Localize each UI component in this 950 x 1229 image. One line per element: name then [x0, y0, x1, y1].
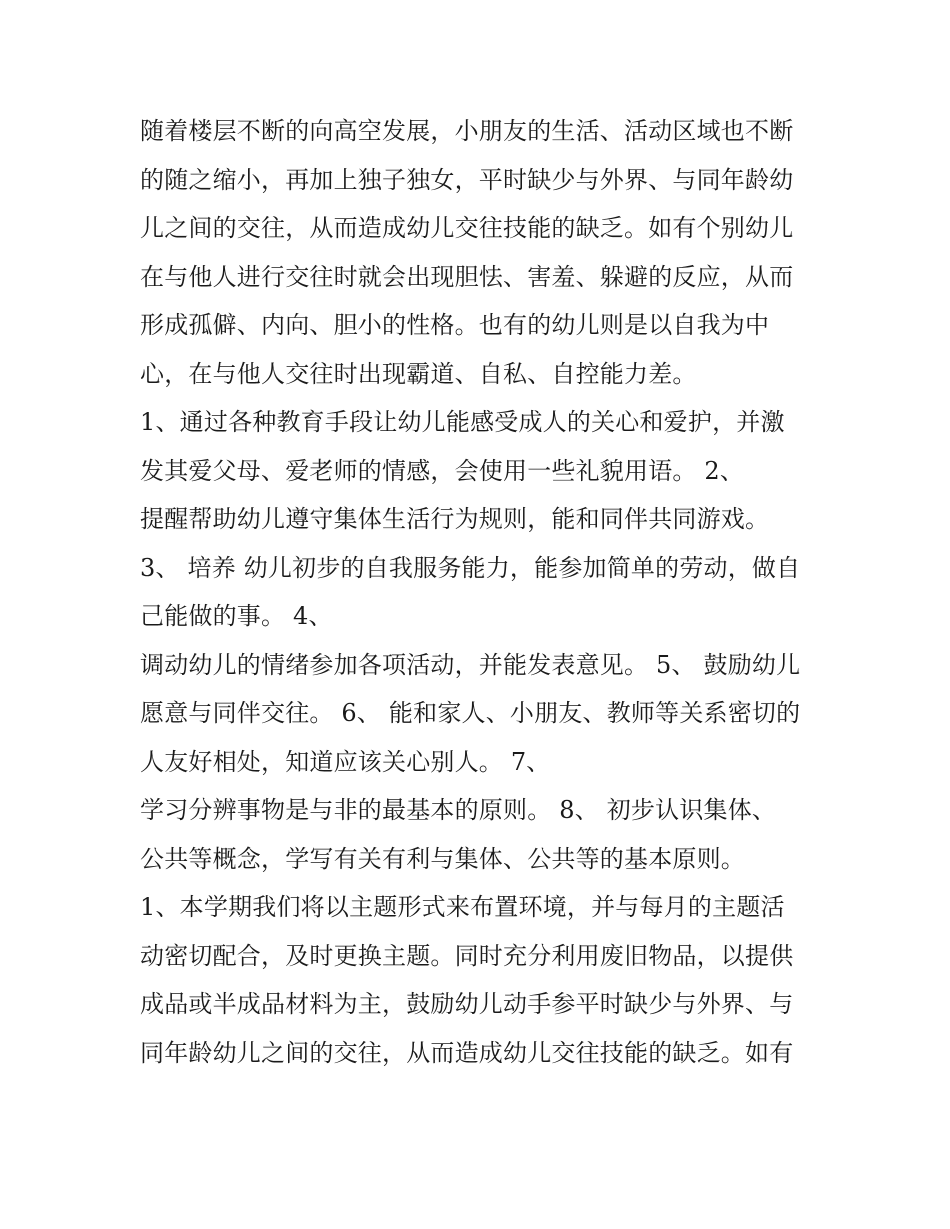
text-line: 学习分辨事物是与非的最基本的原则。 8、 初步认识集体、 [140, 796, 777, 824]
text-line: 随着楼层不断的向高空发展，小朋友的生活、活动区域也不断 [140, 117, 794, 145]
text-line: 的随之缩小，再加上独子独女，平时缺少与外界、与同年龄幼 [140, 165, 794, 194]
text-line: 心，在与他人交往时出现霸道、自私、自控能力差。 [140, 359, 697, 388]
text-line: 3、 培养 幼儿初步的自我服务能力，能参加简单的劳动，做自 [140, 553, 801, 582]
text-line: 1、本学期我们将以主题形式来布置环境，并与每月的主题活 [140, 893, 785, 921]
text-line: 1、通过各种教育手段让幼儿能感受成人的关心和爱护，并激 [140, 408, 785, 436]
text-line: 公共等概念，学写有关有利与集体、公共等的基本原则。 [140, 844, 745, 873]
text-line: 提醒帮助幼儿遵守集体生活行为规则，能和同伴共同游戏。 [140, 505, 770, 533]
text-line: 成品或半成品材料为主，鼓励幼儿动手参平时缺少与外界、与 [140, 990, 794, 1018]
text-line: 愿意与同伴交往。 6、 能和家人、小朋友、教师等关系密切的 [140, 699, 801, 727]
text-line: 儿之间的交往，从而造成幼儿交往技能的缺乏。如有个别幼儿 [140, 214, 794, 242]
text-line: 调动幼儿的情绪参加各项活动，并能发表意见。 5、 鼓励幼儿 [140, 650, 801, 679]
text-line: 己能做的事。 4、 [140, 602, 333, 630]
text-line: 形成孤僻、内向、胆小的性格。也有的幼儿则是以自我为中 [140, 311, 770, 339]
body-text [140, 107, 830, 1077]
text-line: 人友好相处，知道应该关心别人。 7、 [140, 747, 551, 776]
text-line: 在与他人进行交往时就会出现胆怯、害羞、躲避的反应，从而 [140, 262, 794, 291]
text-line: 发其爱父母、爱老师的情感，会使用一些礼貌用语。 2、 [140, 456, 745, 485]
text-line: 同年龄幼儿之间的交往，从而造成幼儿交往技能的缺乏。如有 [140, 1038, 794, 1067]
text-line: 动密切配合，及时更换主题。同时充分利用废旧物品，以提供 [140, 941, 794, 970]
